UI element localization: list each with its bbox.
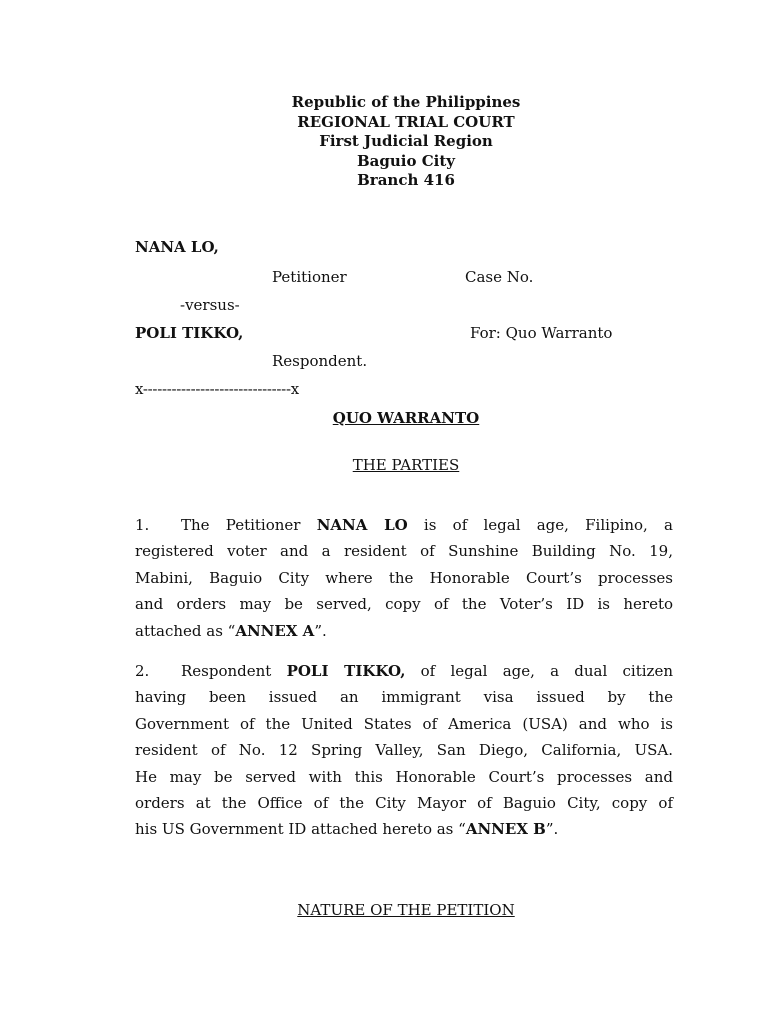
- paragraph-line: [135, 816, 673, 842]
- petitioner-name: NANA LO,: [135, 238, 219, 256]
- text-run: Respondent: [181, 662, 287, 680]
- text-run: ”.: [314, 621, 327, 640]
- header-city: Baguio City: [357, 151, 455, 170]
- paragraph-line: [135, 618, 673, 644]
- annex-b-label: ANNEX B: [465, 820, 546, 839]
- versus-label: -versus-: [180, 296, 240, 314]
- caption-separator: x-------------------------------x: [135, 380, 299, 398]
- respondent-label: Respondent.: [272, 352, 368, 370]
- case-type-label: For: Quo Warranto: [470, 324, 613, 342]
- petitioner-label: Petitioner: [272, 268, 347, 286]
- text-run: The Petitioner: [181, 516, 317, 534]
- respondent-name: POLI TIKKO,: [135, 324, 244, 342]
- text-run: ”.: [545, 820, 559, 839]
- header-republic: Republic of the Philippines: [291, 93, 521, 111]
- paragraph-line: Mabini, Baguio City where the Honorable Court’s processes: [135, 568, 673, 587]
- paragraph-line: orders at the Office of the City Mayor of Baguio City, copy of: [135, 793, 673, 812]
- paragraph-line: [135, 512, 673, 538]
- court-header: [0, 93, 768, 191]
- text-run: his US Government ID attached hereto as “: [135, 820, 466, 839]
- header-branch: Branch 416: [357, 171, 455, 189]
- paragraph-line: Government of the United States of America (USA) and who is: [135, 714, 673, 733]
- paragraph-line: He may be served with this Honorable Court’s processes and: [135, 767, 673, 786]
- document-title: QUO WARRANTO: [332, 409, 480, 427]
- annex-a-label: ANNEX A: [235, 621, 315, 640]
- text-run: is of legal age, Filipino, a: [407, 516, 673, 534]
- paragraph-2: [135, 658, 673, 843]
- text-run: of legal age, a dual citizen: [405, 662, 673, 680]
- paragraph-line: having been issued an immigrant visa issued by the: [135, 688, 673, 707]
- header-region: First Judicial Region: [319, 132, 493, 150]
- paragraph-line: and orders may be served, copy of the Voter’s ID is hereto: [135, 595, 673, 614]
- section-heading-parties: THE PARTIES: [352, 456, 460, 474]
- paragraph-line: resident of No. 12 Spring Valley, San Diego, California, USA.: [135, 741, 673, 760]
- petitioner-name-inline: NANA LO: [316, 516, 408, 534]
- paragraph-line: registered voter and a resident of Sunshine Building No. 19,: [135, 542, 673, 561]
- respondent-name-inline: POLI TIKKO,: [286, 662, 406, 680]
- paragraph-number: 2.: [135, 662, 150, 680]
- paragraph-1: [135, 512, 673, 644]
- paragraph-number: 1.: [135, 516, 150, 534]
- header-court: REGIONAL TRIAL COURT: [297, 112, 515, 131]
- text-run: attached as “: [135, 621, 236, 640]
- paragraph-line: [135, 658, 673, 684]
- section-heading-nature: NATURE OF THE PETITION: [297, 901, 515, 919]
- case-no-label: Case No.: [465, 268, 534, 286]
